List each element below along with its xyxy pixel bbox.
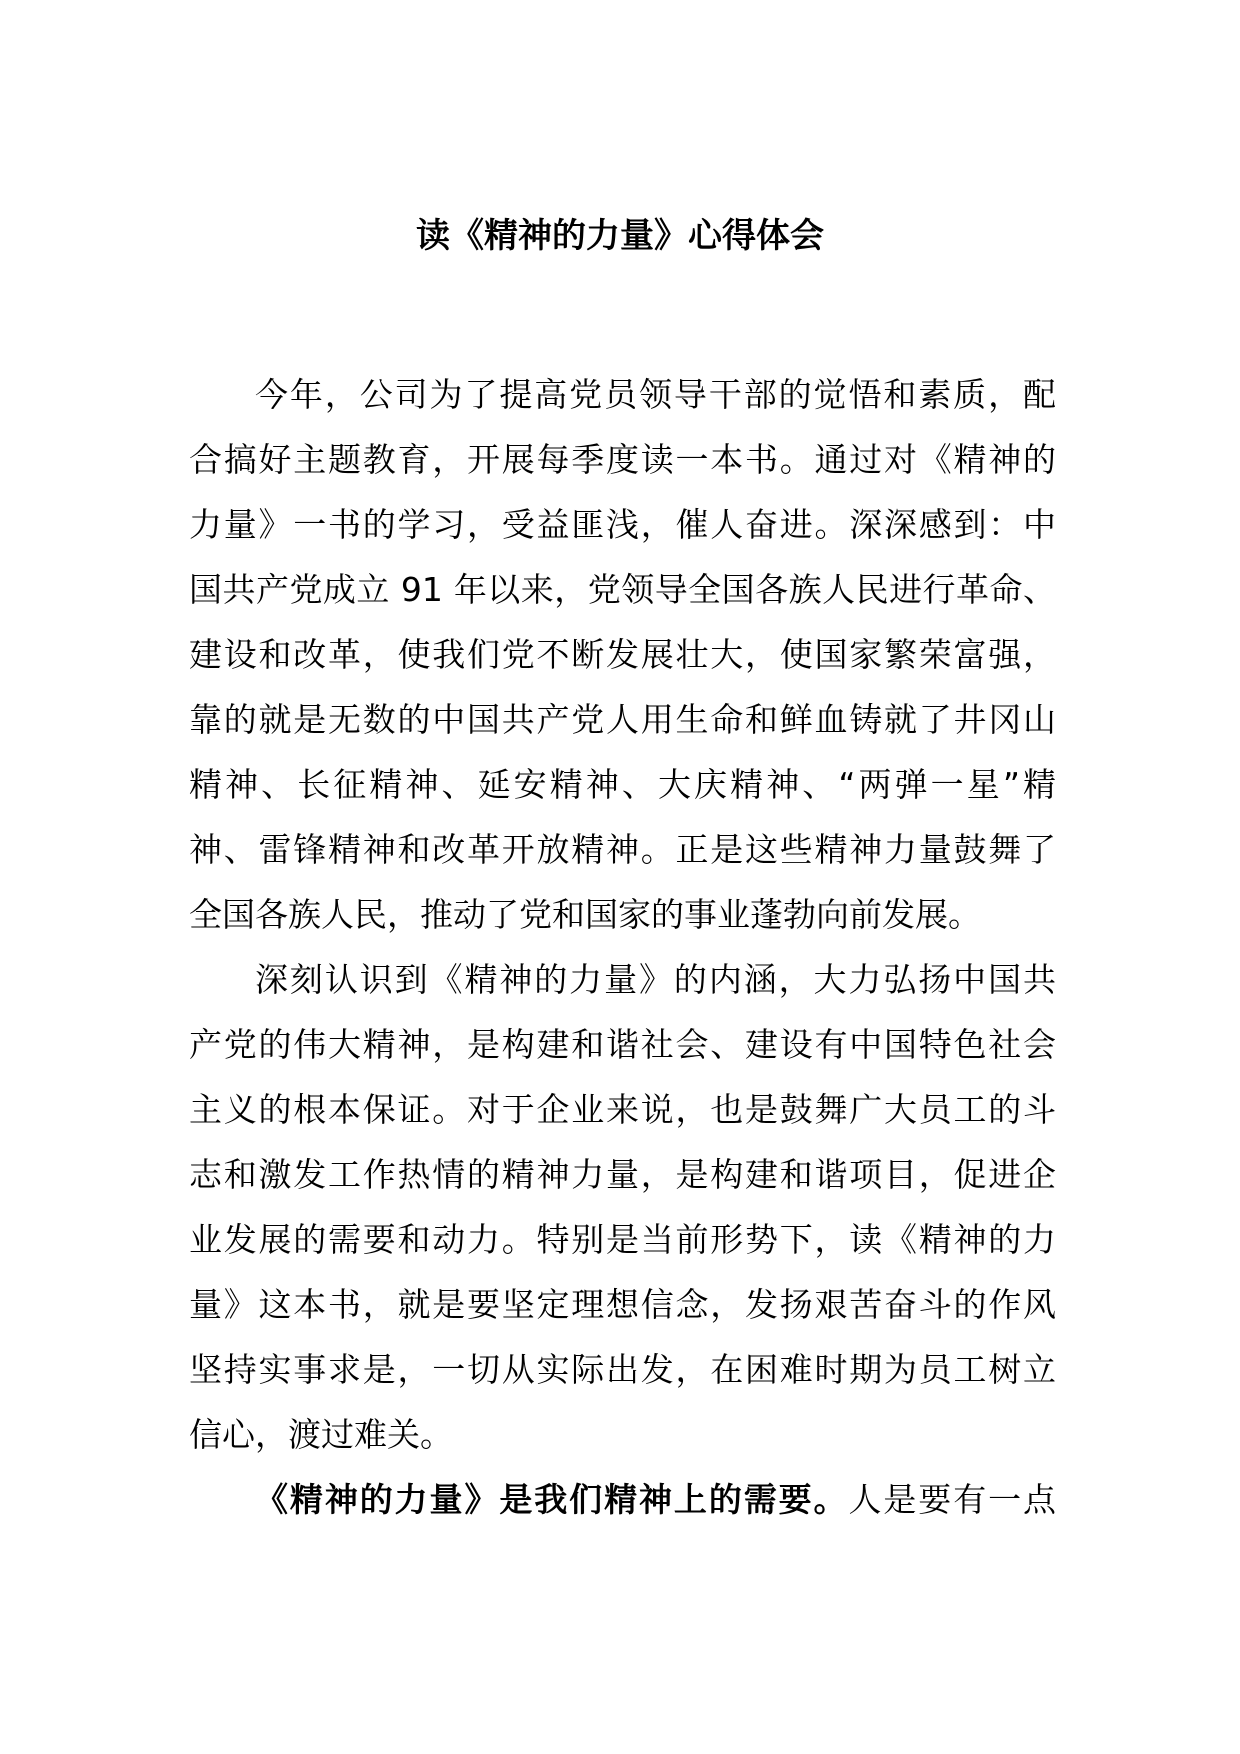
text-line: 全国各族人民，推动了党和国家的事业蓬勃向前发展。: [189, 895, 981, 934]
text-line: 志和激发工作热情的精神力量，是构建和谐项目，促进企: [189, 1155, 1056, 1194]
text-line: 力量》一书的学习，受益匪浅，催人奋进。深深感到：中: [189, 505, 1056, 544]
text-line: 建设和改革，使我们党不断发展壮大，使国家繁荣富强，: [189, 635, 1056, 674]
text-line: 产党的伟大精神，是构建和谐社会、建设有中国特色社会: [189, 1025, 1056, 1064]
text-line: [255, 1467, 1056, 1532]
paragraph-1-line-3: [0, 492, 1240, 557]
paragraph-1-line-9: [0, 882, 1240, 947]
text-line: 坚持实事求是，一切从实际出发，在困难时期为员工树立: [189, 1350, 1056, 1389]
paragraph-1-line-4: [0, 557, 1240, 622]
paragraph-2-line-1: [0, 947, 1240, 1012]
text-line: 今年，公司为了提高党员领导干部的觉悟和素质，配: [255, 375, 1056, 414]
text-line: 合搞好主题教育，开展每季度读一本书。通过对《精神的: [189, 440, 1056, 479]
paragraph-1-line-5: [0, 622, 1240, 687]
paragraph-2-line-4: [0, 1142, 1240, 1207]
paragraph-3-line-1: [0, 1467, 1240, 1532]
paragraph-1-line-2: [0, 427, 1240, 492]
paragraph-2-line-8: [0, 1402, 1240, 1467]
text-line: 深刻认识到《精神的力量》的内涵，大力弘扬中国共: [255, 960, 1056, 999]
paragraph-1-line-7: [0, 752, 1240, 817]
paragraph-2-line-7: [0, 1337, 1240, 1402]
text-line: 神、雷锋精神和改革开放精神。正是这些精神力量鼓舞了: [189, 830, 1056, 869]
text-line: 信心，渡过难关。: [189, 1415, 453, 1454]
document-body: [0, 362, 1240, 1532]
text-line: 靠的就是无数的中国共产党人用生命和鲜血铸就了井冈山: [189, 700, 1056, 739]
paragraph-2-line-6: [0, 1272, 1240, 1337]
paragraph-2-line-2: [0, 1012, 1240, 1077]
paragraph-continuation: 人是要有一点: [848, 1480, 1057, 1519]
text-line: 精神、长征精神、延安精神、大庆精神、“两弹一星”精: [189, 765, 1056, 804]
paragraph-2-line-3: [0, 1077, 1240, 1142]
paragraph-2-line-5: [0, 1207, 1240, 1272]
paragraph-1-line-1: [0, 362, 1240, 427]
text-line: 国共产党成立 91 年以来，党领导全国各族人民进行革命、: [189, 570, 1056, 609]
document-title: 读《精神的力量》心得体会: [416, 216, 824, 256]
bold-lead-sentence: 《精神的力量》是我们精神上的需要。: [255, 1480, 849, 1519]
text-line: 业发展的需要和动力。特别是当前形势下，读《精神的力: [189, 1220, 1056, 1259]
text-line: 量》这本书，就是要坚定理想信念，发扬艰苦奋斗的作风: [189, 1285, 1056, 1324]
text-line: 主义的根本保证。对于企业来说，也是鼓舞广大员工的斗: [189, 1090, 1056, 1129]
paragraph-1-line-8: [0, 817, 1240, 882]
paragraph-1-line-6: [0, 687, 1240, 752]
